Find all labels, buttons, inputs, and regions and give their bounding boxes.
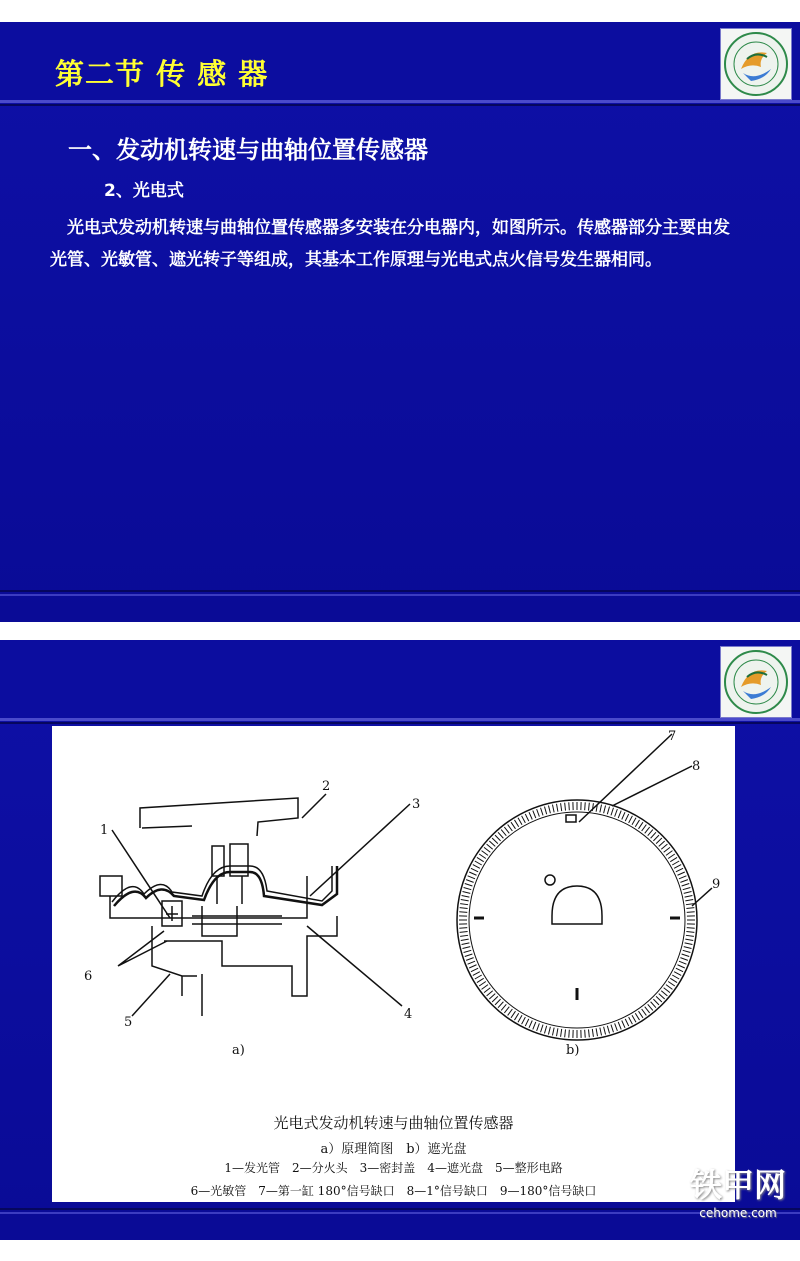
figure-number: 9 (712, 877, 721, 892)
disc-tick (676, 868, 683, 872)
disc-tick (686, 935, 694, 936)
figure-legend-line-2: 6—光敏管 7—第一缸 180°信号缺口 8—1°信号缺口 9—180°信号缺口 (190, 1184, 597, 1198)
disc-tick (632, 1015, 636, 1022)
figure-number: 7 (668, 729, 677, 744)
figure-number: 4 (404, 1007, 413, 1022)
disc-tick (588, 803, 589, 811)
disc-tick (680, 880, 688, 883)
disc-tick (588, 1029, 589, 1037)
disc-tick (473, 865, 480, 869)
disc-tick (622, 1020, 625, 1027)
disc-tick (687, 912, 695, 913)
disc-tick (561, 803, 562, 811)
university-logo-icon (720, 646, 792, 718)
disc-tick (565, 803, 566, 811)
subsection-heading: 2、光电式 (104, 181, 184, 201)
disc-tick (487, 844, 493, 849)
figure-number: 3 (412, 797, 421, 812)
disc-tick (682, 954, 690, 956)
disc-tick (651, 832, 656, 838)
section-heading: 一、发动机转速与曲轴位置传感器 (68, 136, 428, 164)
sensor-figure (52, 726, 735, 1202)
figure-number: 6 (84, 969, 93, 984)
disc-tick (684, 947, 692, 949)
disc-tick (484, 988, 490, 993)
disc-tick (460, 931, 468, 932)
slide-header (0, 640, 800, 718)
disc-tick (683, 887, 691, 889)
body-paragraph: 光电式发动机转速与曲轴位置传感器多安装在分电器内，如图所示。传感器部分主要由发光管、光敏管、遮光转子等组成，其基本工作原理与光电式点火信号发生器相同。 (50, 218, 730, 270)
disc-tick (541, 1025, 543, 1033)
footer-divider (0, 590, 800, 592)
figure-legend-line-1: 1—发光管 2—分火头 3—密封盖 4—遮光盘 5—整形电路 (224, 1161, 563, 1175)
disc-tick (469, 872, 476, 875)
disc-tick (468, 961, 475, 964)
disc-tick (482, 985, 488, 990)
disc-tick (659, 841, 665, 846)
disc-tick (611, 808, 613, 816)
disc-tick (533, 811, 536, 818)
disc-tick (465, 884, 473, 886)
disc-tick (525, 814, 529, 821)
disc-tick (600, 805, 602, 813)
disc-tick (632, 818, 636, 825)
disc-tick (548, 806, 550, 814)
figure-number: 8 (692, 759, 701, 774)
disc-tick (482, 851, 488, 856)
disc-tick (679, 961, 686, 964)
disc-tick (522, 816, 526, 823)
disc-tick (557, 1028, 558, 1036)
disc-tick (592, 803, 593, 811)
disc-tick (648, 830, 653, 836)
disc-tick (635, 1013, 639, 1020)
disc-tick (674, 865, 681, 869)
disc-tick (475, 861, 482, 865)
disc-tick (495, 999, 501, 1005)
disc-tick (508, 1009, 513, 1015)
figure-caption-sub: a）原理简图 b）遮光盘 (320, 1142, 467, 1157)
disc-tick (569, 802, 570, 810)
disc-tick (495, 835, 501, 841)
disc-tick (498, 832, 503, 838)
footer-divider (0, 1208, 800, 1210)
disc-tick (479, 982, 486, 986)
disc-tick (487, 991, 493, 996)
disc-tick (607, 1026, 609, 1034)
disc-tick (548, 1027, 550, 1035)
disc-tick (677, 872, 684, 875)
disc-tick (475, 975, 482, 979)
disc-tick (604, 1027, 606, 1035)
disc-tick (618, 811, 621, 818)
disc-tick (639, 1011, 643, 1018)
disc-tick (611, 1025, 613, 1033)
disc-tick (529, 812, 532, 819)
disc-tick (466, 958, 474, 961)
disc-tick (645, 827, 650, 833)
disc-tick (561, 1029, 562, 1037)
figure-number: 2 (322, 779, 331, 794)
disc-tick (501, 830, 506, 836)
disc-tick (477, 978, 484, 982)
disc-tick (685, 939, 693, 940)
disc-tick (489, 994, 495, 999)
disc-tick (664, 988, 670, 993)
disc-tick (504, 827, 509, 833)
disc-tick (600, 1028, 602, 1036)
disc-tick (459, 912, 467, 913)
disc-tick (683, 950, 691, 952)
disc-tick (471, 968, 478, 972)
disc-tick (666, 985, 672, 990)
disc-tick (459, 928, 467, 929)
disc-tick (533, 1022, 536, 1029)
disc-tick (465, 954, 473, 956)
disc-tick (625, 1019, 629, 1026)
disc-tick (653, 835, 659, 841)
disc-tick (604, 806, 606, 814)
header-divider (0, 718, 800, 721)
disc-tick (544, 1026, 546, 1034)
disc-tick (460, 935, 468, 936)
disc-tick (461, 939, 469, 940)
disc-tick (592, 1029, 593, 1037)
disc-tick (686, 931, 694, 932)
disc-tick (544, 807, 546, 815)
disc-tick (615, 1023, 618, 1031)
disc-tick (685, 900, 693, 901)
sensor-diagram (52, 726, 735, 1106)
disc-tick (463, 947, 471, 949)
disc-tick (668, 854, 675, 858)
disc-tick (659, 994, 665, 999)
disc-tick (642, 1009, 647, 1015)
disc-tick (585, 802, 586, 810)
disc-tick (541, 808, 543, 816)
disc-tick (645, 1007, 650, 1013)
disc-tick (514, 1013, 518, 1020)
disc-tick (484, 847, 490, 852)
disc-tick (504, 1007, 509, 1013)
disc-tick (618, 1022, 621, 1029)
disc-tick (479, 854, 486, 858)
disc-tick (661, 844, 667, 849)
disc-tick (492, 996, 498, 1002)
disc-tick (469, 965, 476, 968)
watermark-subtext: cehome.com (699, 1206, 777, 1220)
disc-tick (668, 982, 675, 986)
disc-tick (569, 1030, 570, 1038)
disc-tick (635, 820, 639, 827)
disc-tick (473, 972, 480, 976)
disc-tick (518, 818, 522, 825)
figure-number: 5 (124, 1015, 133, 1030)
header-divider-shadow (0, 104, 800, 106)
disc-tick (664, 847, 670, 852)
disc-tick (680, 958, 688, 961)
page-title: 第二节 传 感 器 (55, 57, 269, 91)
disc-tick (477, 857, 484, 861)
disc-tick (639, 822, 643, 829)
disc-tick (670, 978, 677, 982)
disc-tick (666, 851, 672, 856)
disc-tick (676, 968, 683, 972)
disc-tick (464, 887, 472, 889)
disc-tick (511, 822, 515, 829)
disc-tick (529, 1020, 532, 1027)
slide-2 (0, 640, 800, 1240)
footer-divider-light (0, 594, 800, 596)
disc-tick (642, 825, 647, 831)
watermark-text: 铁甲网 (689, 1166, 786, 1204)
university-logo-icon (720, 28, 792, 100)
disc-tick (508, 825, 513, 831)
disc-tick (670, 857, 677, 861)
header-divider (0, 100, 800, 103)
disc-tick (462, 895, 470, 897)
disc-tick (511, 1011, 515, 1018)
disc-tick (661, 991, 667, 996)
disc-tick (565, 1029, 566, 1037)
disc-tick (629, 1017, 633, 1024)
disc-tick (492, 838, 498, 844)
disc-tick (625, 814, 629, 821)
disc-tick (672, 975, 679, 979)
disc-tick (685, 895, 693, 897)
disc-tick (629, 816, 633, 823)
disc-tick (498, 1002, 503, 1008)
disc-tick (552, 1028, 554, 1036)
disc-tick (464, 950, 472, 952)
figure-number: 1 (100, 823, 109, 838)
disc-tick (471, 868, 478, 872)
watermark (690, 1160, 786, 1220)
disc-tick (687, 928, 695, 929)
disc-tick (682, 884, 690, 886)
disc-tick (468, 876, 475, 879)
disc-tick (585, 1030, 586, 1038)
disc-tick (674, 972, 681, 976)
disc-tick (648, 1004, 653, 1010)
figure-label-b: b) (566, 1043, 580, 1058)
disc-tick (686, 908, 694, 909)
disc-tick (622, 812, 625, 819)
disc-tick (461, 900, 469, 901)
disc-tick (596, 1028, 597, 1036)
disc-tick (522, 1017, 526, 1024)
disc-tick (462, 943, 470, 945)
disc-tick (607, 807, 609, 815)
disc-tick (677, 965, 684, 968)
figure-label-a: a) (232, 1043, 245, 1058)
slide-1 (0, 22, 800, 622)
disc-tick (525, 1019, 529, 1026)
disc-tick (557, 804, 558, 812)
disc-tick (684, 891, 692, 893)
disc-tick (460, 904, 468, 905)
disc-tick (466, 880, 474, 883)
figure-caption-title: 光电式发动机转速与曲轴位置传感器 (273, 1114, 514, 1132)
disc-tick (460, 908, 468, 909)
disc-tick (656, 838, 662, 844)
disc-tick (615, 809, 618, 817)
disc-tick (679, 876, 686, 879)
header-divider-shadow (0, 722, 800, 724)
disc-tick (518, 1015, 522, 1022)
disc-tick (651, 1002, 656, 1008)
disc-tick (489, 841, 495, 846)
disc-tick (501, 1004, 506, 1010)
disc-tick (656, 996, 662, 1002)
disc-tick (463, 891, 471, 893)
disc-tick (685, 943, 693, 945)
disc-tick (514, 820, 518, 827)
disc-tick (672, 861, 679, 865)
disc-tick (653, 999, 659, 1005)
disc-tick (537, 809, 540, 817)
footer-divider-light (0, 1212, 800, 1214)
disc-tick (537, 1023, 540, 1031)
disc-tick (552, 805, 554, 813)
